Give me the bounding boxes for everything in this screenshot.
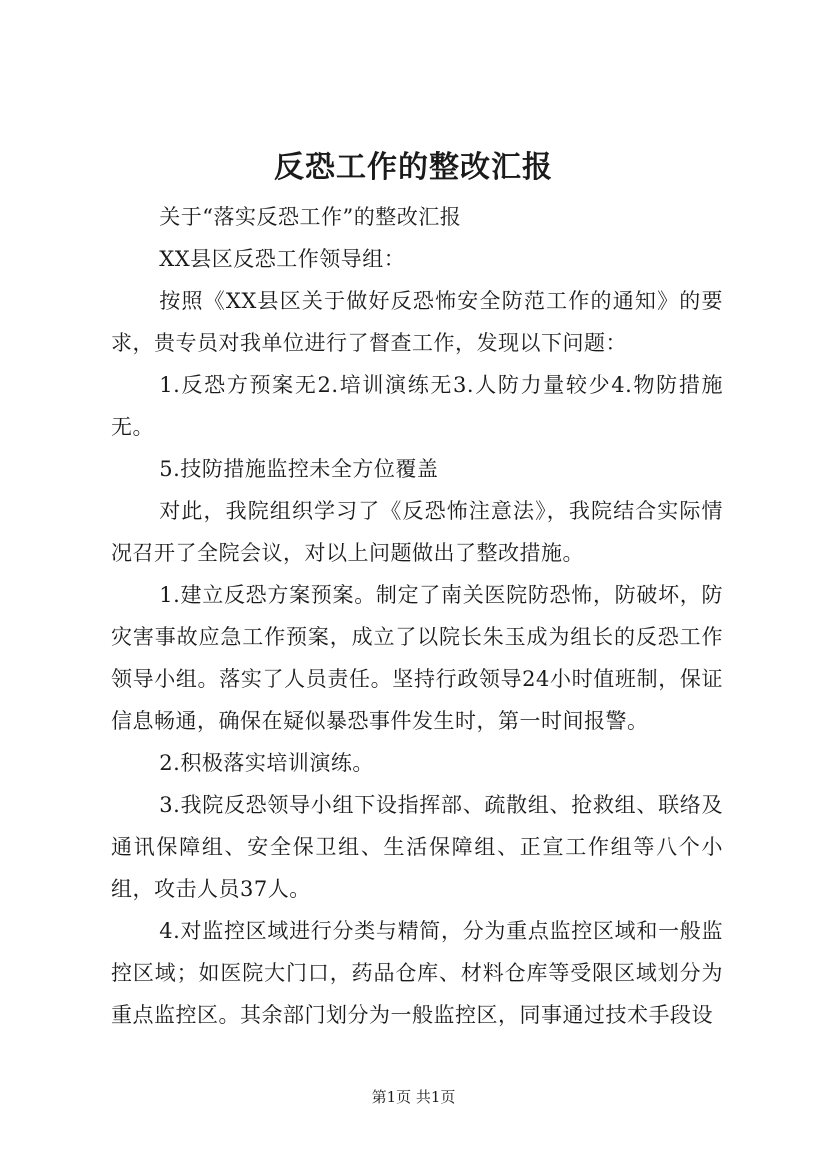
page-footer: 第1页 共1页 bbox=[371, 1088, 456, 1106]
paragraph-response: 对此，我院组织学习了《反恐怖注意法》，我院结合实际情况召开了全院会议，对以上问题做出了整改措施。 bbox=[111, 499, 723, 565]
paragraph-measure-4: 4.对监控区域进行分类与精简，分为重点监控区域和一般监控区域；如医院大门口，药品仓库、材料仓库等受限区域划分为重点监控区。其余部门划分为一般监控区，同事通过技术手段设 bbox=[111, 919, 723, 1027]
paragraph-intro: 按照《XX县区关于做好反恐怖安全防范工作的通知》的要求，贵专员对我单位进行了督查工作，发现以下问题： bbox=[111, 289, 723, 355]
document-body bbox=[111, 196, 723, 1036]
document-title: 反恐工作的整改汇报 bbox=[274, 150, 553, 185]
paragraph-problem-5: 5.技防措施监控未全方位覆盖 bbox=[159, 457, 439, 481]
paragraph-measure-1: 1.建立反恐方案预案。制定了南关医院防恐怖，防破坏，防灾害事故应急工作预案，成立了以院长朱玉成为组长的反恐工作领导小组。落实了人员责任。坚持行政领导24小时值班制，保证信息畅通，确保在疑似暴恐事件发生时，第一时间报警。 bbox=[111, 583, 723, 733]
paragraph-measure-3: 3.我院反恐领导小组下设指挥部、疏散组、抢救组、联络及通讯保障组、安全保卫组、生活保障组、正宣工作组等八个小组，攻击人员37人。 bbox=[111, 793, 723, 901]
paragraph-addressee: XX县区反恐工作领导组： bbox=[159, 247, 406, 271]
paragraph-problems: 1.反恐方预案无2.培训演练无3.人防力量较少4.物防措施无。 bbox=[111, 373, 723, 439]
paragraph-measure-2: 2.积极落实培训演练。 bbox=[159, 751, 374, 775]
paragraph-subject: 关于“落实反恐工作”的整改汇报 bbox=[159, 205, 462, 229]
